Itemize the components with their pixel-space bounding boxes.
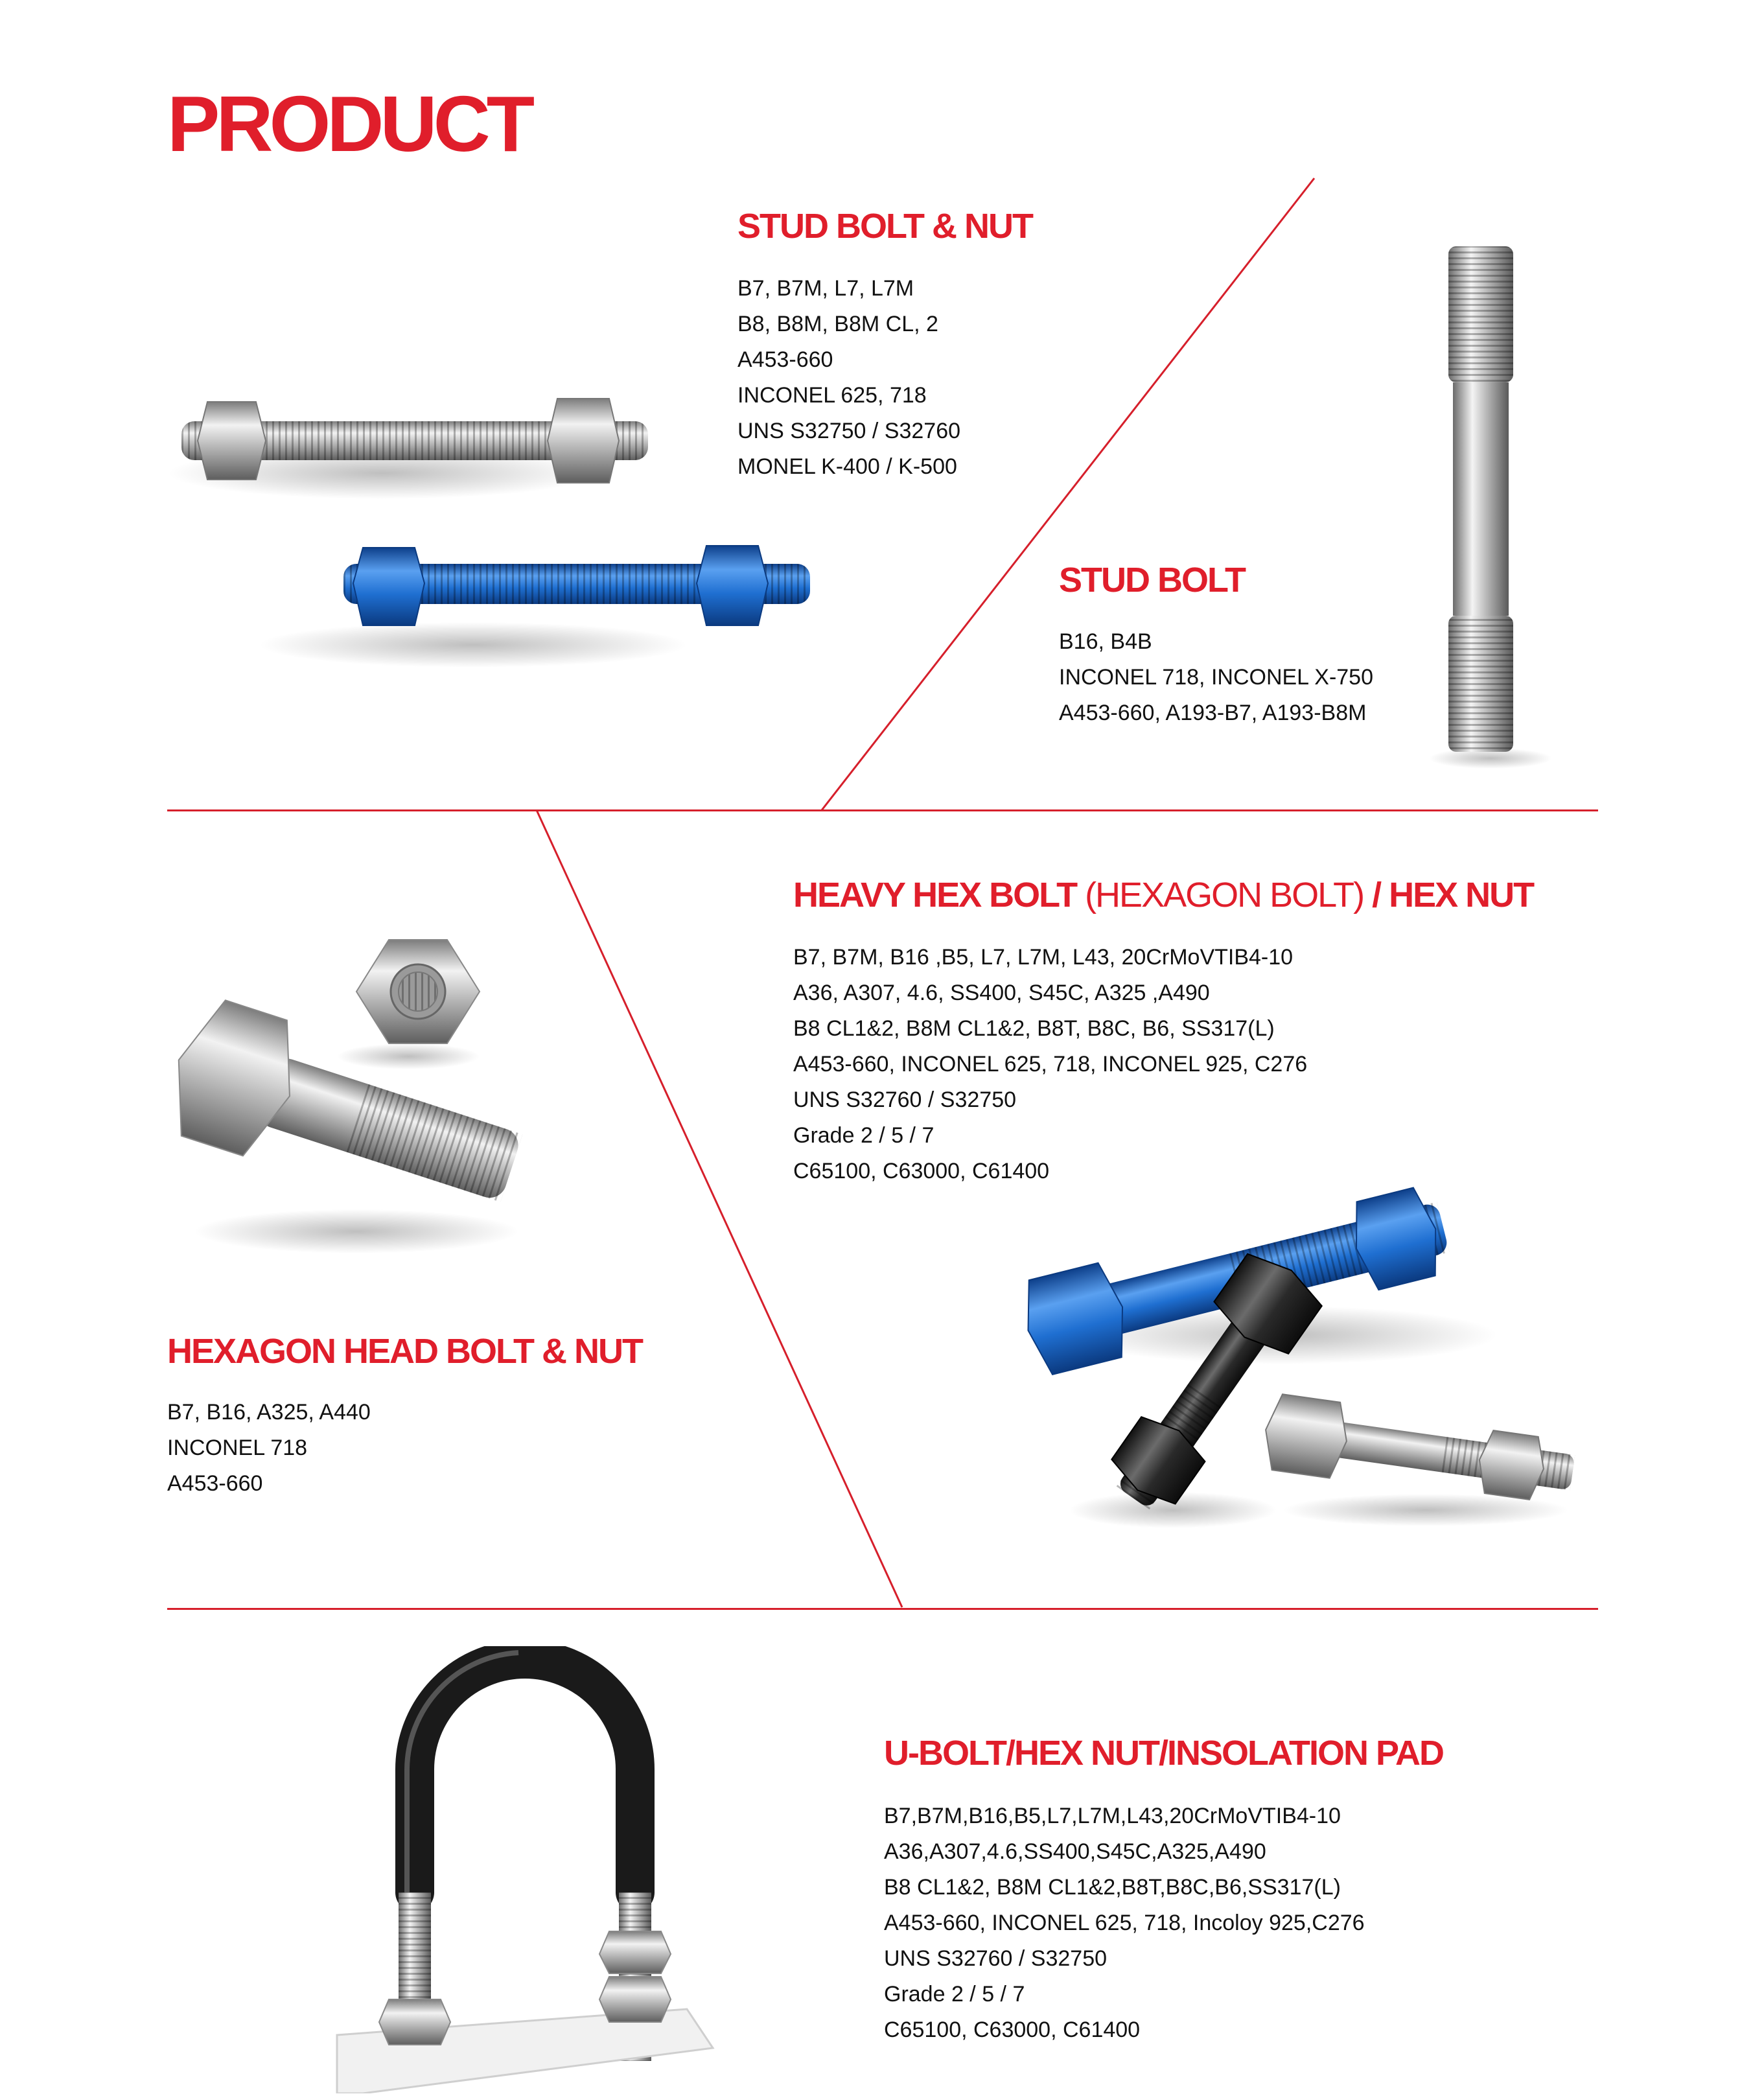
spec-line: INCONEL 718, INCONEL X-750 xyxy=(1059,665,1373,690)
spec-line: B7, B7M, L7, L7M xyxy=(737,276,914,301)
spec-line: A36,A307,4.6,SS400,S45C,A325,A490 xyxy=(884,1839,1266,1864)
spec-line: B8 CL1&2, B8M CL1&2, B8T, B8C, B6, SS317(L) xyxy=(793,1016,1275,1041)
hexagon-head-bolt-image xyxy=(175,927,551,1264)
spec-line: B16, B4B xyxy=(1059,629,1152,654)
spec-line: B8, B8M, B8M CL, 2 xyxy=(737,312,938,336)
page-title: PRODUCT xyxy=(167,80,531,168)
stud-bolt-nut-image xyxy=(168,376,817,687)
u-bolt-title: U-BOLT/HEX NUT/INSOLATION PAD xyxy=(884,1734,1443,1773)
spec-line: B7, B7M, B16 ,B5, L7, L7M, L43, 20CrMoVTIB4-10 xyxy=(793,945,1294,970)
u-bolt-image xyxy=(324,1646,726,2093)
spec-line: A453-660 xyxy=(737,347,833,372)
spec-line: UNS S32760 / S32750 xyxy=(884,1946,1108,1971)
spec-line: B7, B16, A325, A440 xyxy=(167,1400,371,1425)
heavy-hex-bolt-image xyxy=(1024,1173,1594,1536)
spec-line: A453-660 xyxy=(167,1471,263,1496)
u-bolt-specs xyxy=(884,1798,1365,2048)
heavy-hex-bolt-title xyxy=(793,878,1533,913)
spec-line: A36, A307, 4.6, SS400, S45C, A325 ,A490 xyxy=(793,981,1210,1005)
stud-bolt-title: STUD BOLT xyxy=(1059,561,1245,599)
spec-line: C65100, C63000, C61400 xyxy=(884,2018,1141,2042)
spec-line: C65100, C63000, C61400 xyxy=(793,1159,1050,1183)
diagonal-divider-middle xyxy=(537,810,902,1607)
title-part: / HEX NUT xyxy=(1372,876,1534,914)
hexagon-head-bolt-title: HEXAGON HEAD BOLT & NUT xyxy=(167,1332,642,1371)
stud-bolt-image xyxy=(1426,240,1555,771)
horizontal-rule-2 xyxy=(167,1608,1598,1610)
spec-line: Grade 2 / 5 / 7 xyxy=(793,1123,934,1148)
heavy-hex-bolt-specs xyxy=(793,940,1307,1189)
spec-line: UNS S32760 / S32750 xyxy=(793,1088,1017,1112)
spec-line: INCONEL 625, 718 xyxy=(737,383,927,408)
spec-line: UNS S32750 / S32760 xyxy=(737,419,961,443)
spec-line: Grade 2 / 5 / 7 xyxy=(884,1982,1025,2007)
stud-bolt-specs xyxy=(1059,624,1373,731)
hexagon-head-bolt-specs xyxy=(167,1395,371,1502)
spec-line: INCONEL 718 xyxy=(167,1436,308,1460)
spec-line: A453-660, INCONEL 625, 718, Incoloy 925,C276 xyxy=(884,1911,1365,1935)
spec-line: B8 CL1&2, B8M CL1&2,B8T,B8C,B6,SS317(L) xyxy=(884,1875,1341,1900)
spec-line: A453-660, INCONEL 625, 718, INCONEL 925, C276 xyxy=(793,1052,1308,1076)
horizontal-rule-1 xyxy=(167,809,1598,811)
spec-line: B7,B7M,B16,B5,L7,L7M,L43,20CrMoVTIB4-10 xyxy=(884,1804,1341,1828)
spec-line: MONEL K-400 / K-500 xyxy=(737,454,957,479)
title-part: (HEXAGON BOLT) xyxy=(1085,876,1373,914)
stud-bolt-nut-title: STUD BOLT & NUT xyxy=(737,207,1032,246)
title-part: HEAVY HEX BOLT xyxy=(793,876,1085,914)
spec-line: A453-660, A193-B7, A193-B8M xyxy=(1059,701,1367,725)
